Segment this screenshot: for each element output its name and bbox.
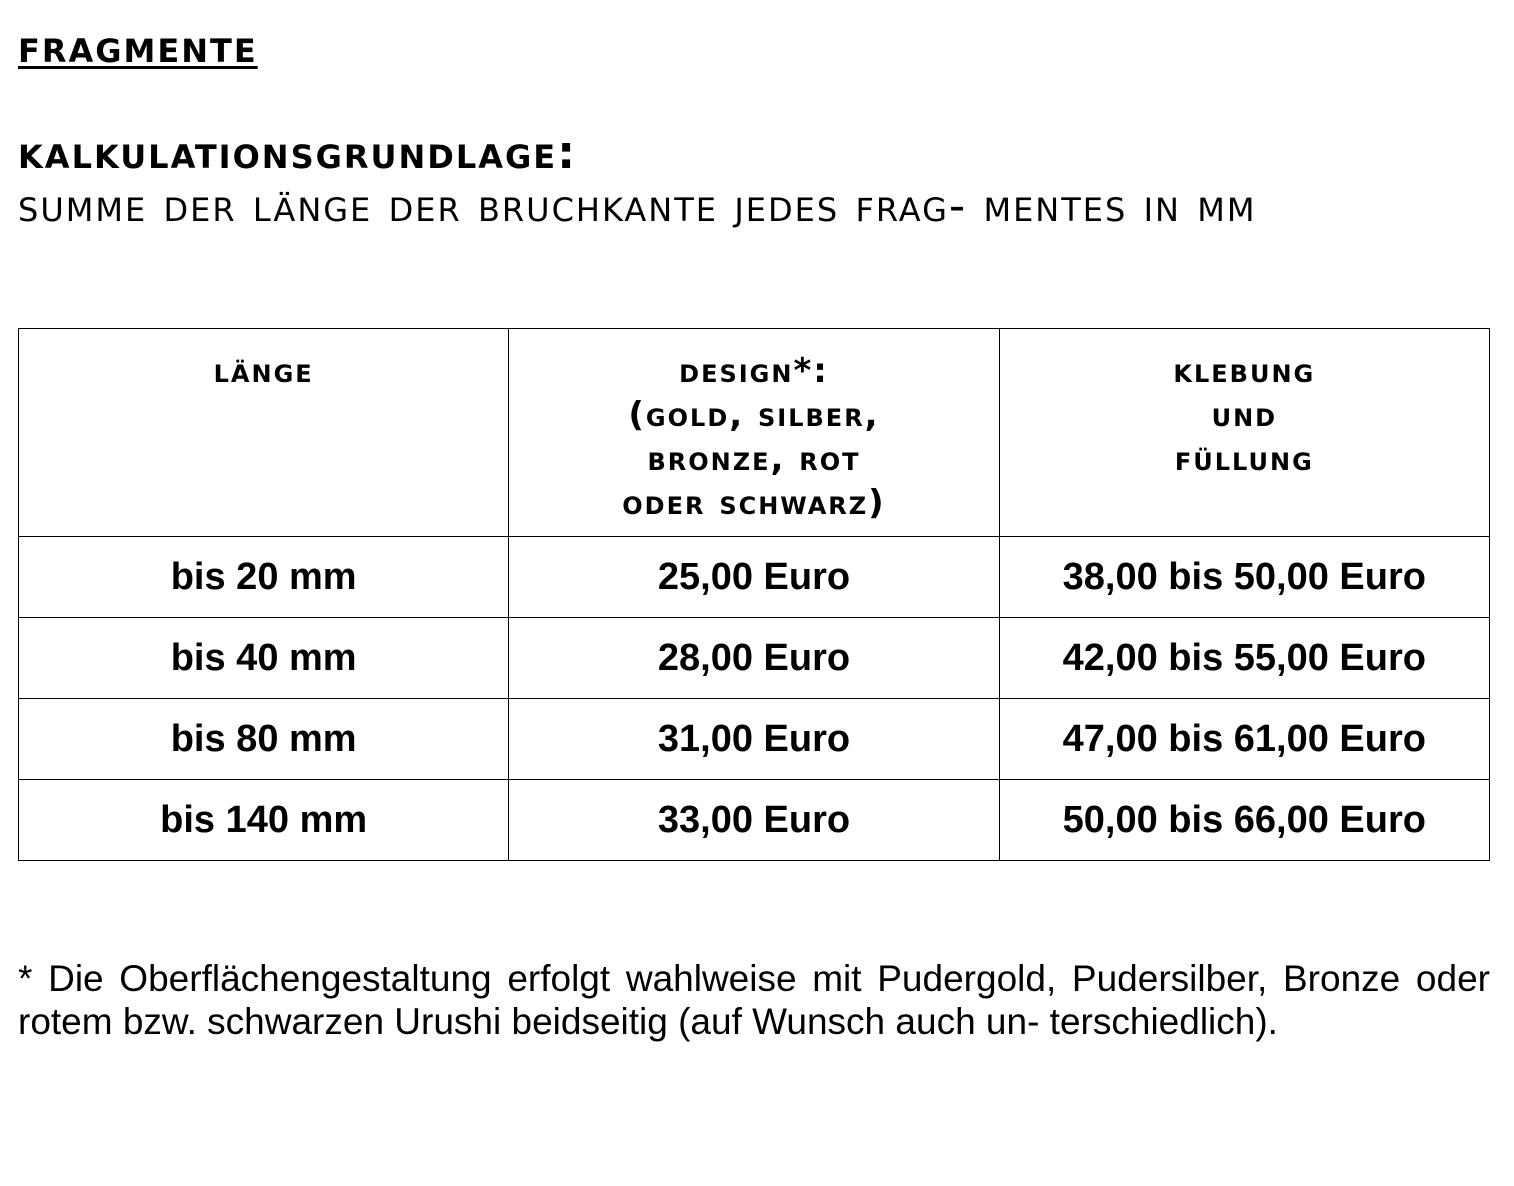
cell-length: bis 140 mm	[19, 780, 509, 861]
calculation-heading: kalkulationsgrundlage:	[18, 126, 578, 179]
cell-design-price: 31,00 Euro	[509, 699, 999, 780]
cell-gluing-price: 38,00 bis 50,00 Euro	[999, 537, 1489, 618]
cell-length: bis 40 mm	[19, 618, 509, 699]
header-line: klebung	[1173, 351, 1316, 391]
price-table	[18, 328, 1490, 861]
table-row	[19, 699, 1490, 780]
header-line: füllung	[1174, 439, 1314, 479]
table-header-row	[19, 329, 1490, 537]
header-design	[509, 329, 999, 537]
cell-gluing-price: 42,00 bis 55,00 Euro	[999, 618, 1489, 699]
cell-design-price: 25,00 Euro	[509, 537, 999, 618]
calculation-description: summe der länge der bruchkante jedes frag- mentes in mm	[18, 179, 1257, 232]
cell-length: bis 80 mm	[19, 699, 509, 780]
table-row	[19, 780, 1490, 861]
header-line: bronze, rot	[647, 439, 861, 479]
cell-length: bis 20 mm	[19, 537, 509, 618]
header-line: design*:	[679, 351, 829, 391]
header-gluing-filling	[999, 329, 1489, 537]
cell-design-price: 33,00 Euro	[509, 780, 999, 861]
table-row	[19, 537, 1490, 618]
footnote: * Die Oberflächengestaltung erfolgt wahlweise mit Pudergold, Pudersilber, Bronze oder rotem bzw. schwarzen Urushi beidseitig (auf Wunsch auch un- terschiedlich).	[18, 958, 1490, 1042]
table-row	[19, 618, 1490, 699]
cell-gluing-price: 47,00 bis 61,00 Euro	[999, 699, 1489, 780]
cell-gluing-price: 50,00 bis 66,00 Euro	[999, 780, 1489, 861]
header-line: oder schwarz)	[622, 483, 886, 523]
header-line: und	[1211, 395, 1278, 435]
cell-design-price: 28,00 Euro	[509, 618, 999, 699]
document-title: fragmente	[18, 20, 258, 73]
header-line: länge	[213, 351, 314, 391]
header-length	[19, 329, 509, 537]
header-line: (gold, silber,	[628, 395, 880, 435]
